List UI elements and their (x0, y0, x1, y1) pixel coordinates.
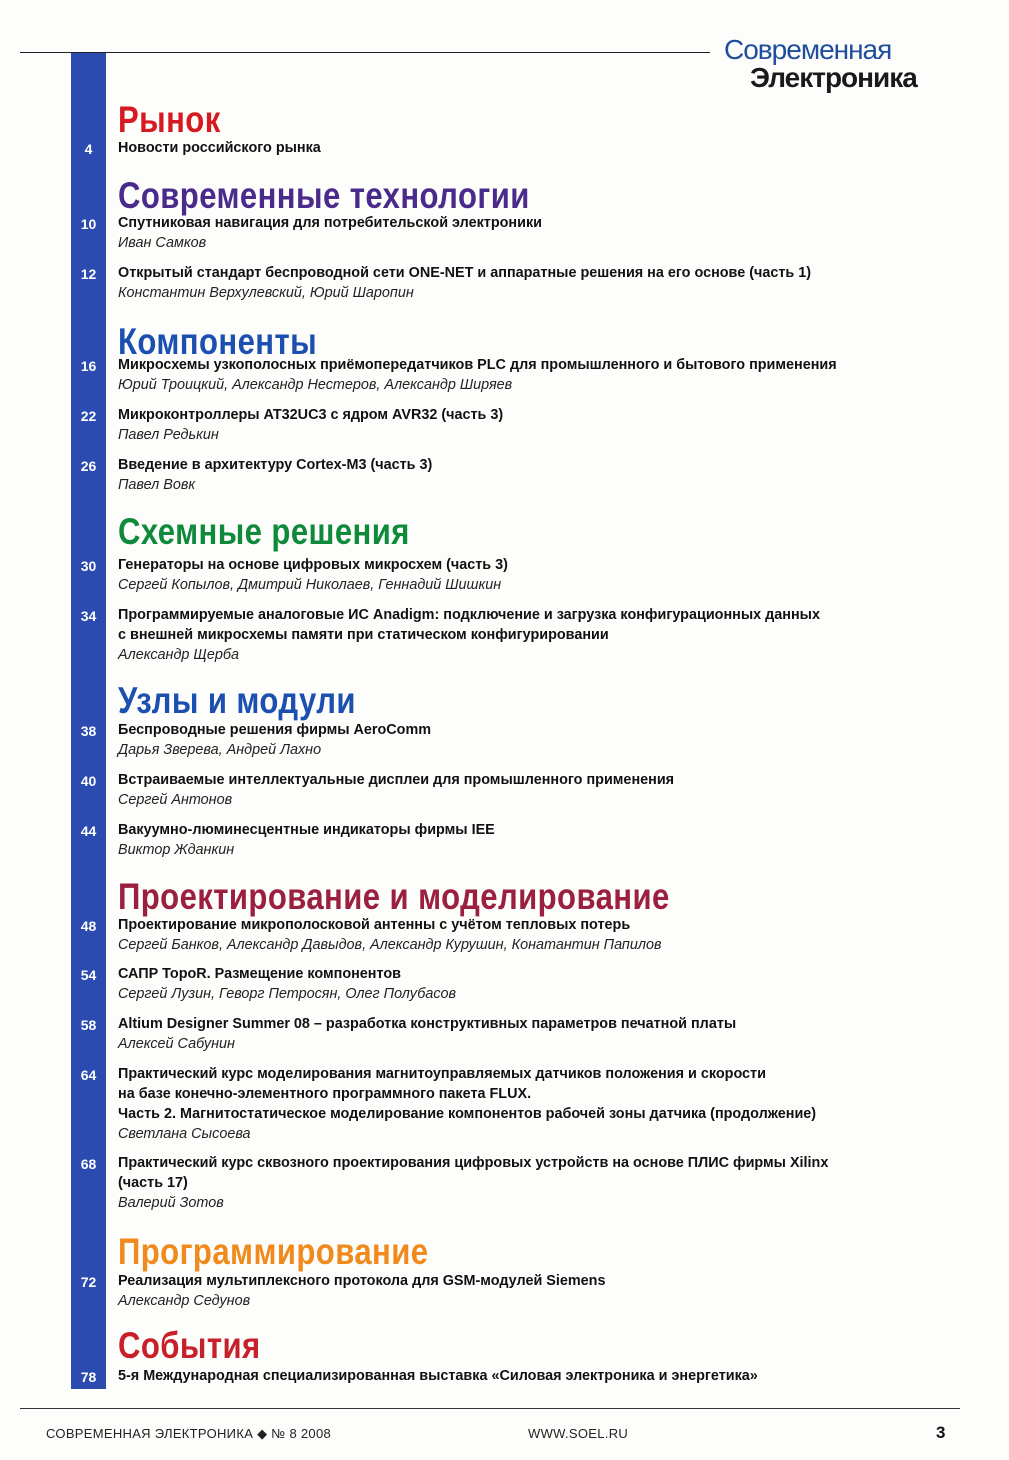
entry-title: Altium Designer Summer 08 – разработка конструктивных параметров печатной платы (118, 1016, 737, 1032)
entry-author: Сергей Копылов, Дмитрий Николаев, Геннадий Шишкин (118, 577, 502, 593)
logo-line-2: Электроника (750, 62, 917, 93)
entry-title: Новости российского рынка (118, 140, 321, 156)
entry-page-number: 54 (80, 967, 97, 983)
entry-page-number: 34 (80, 608, 97, 624)
entry-author: Виктор Жданкин (118, 842, 235, 858)
entry-page-number: 40 (80, 773, 97, 789)
entry-author: Светлана Сысоева (118, 1126, 251, 1142)
entry-page-number: 10 (80, 216, 97, 232)
entry-title: с внешней микросхемы памяти при статическом конфигурировании (118, 627, 609, 643)
magazine-logo (724, 36, 954, 92)
entry-title: Проектирование микрополосковой антенны с учётом тепловых потерь (118, 917, 631, 933)
entry-title: (часть 17) (118, 1175, 188, 1191)
toc-entry[interactable] (118, 770, 948, 810)
entry-author: Константин Верхулевский, Юрий Шаропин (118, 285, 414, 301)
entry-title: Программируемые аналоговые ИС Anadigm: подключение и загрузка конфигурационных данных (118, 607, 820, 623)
entry-title: Часть 2. Магнитостатическое моделирование компонентов рабочей зоны датчика (продолжение) (118, 1106, 817, 1122)
entry-title: Беспроводные решения фирмы AeroComm (118, 722, 432, 738)
entry-author: Павел Редькин (118, 427, 219, 443)
footer-website: WWW.SOEL.RU (528, 1426, 629, 1441)
entry-author: Павел Вовк (118, 477, 196, 493)
entry-title: Вакуумно-люминесцентные индикаторы фирмы IEE (118, 822, 495, 838)
toc-entry[interactable] (118, 605, 948, 665)
entry-title: Микроконтроллеры AT32UC3 с ядром AVR32 (часть 3) (118, 407, 504, 423)
toc-entry[interactable] (118, 720, 948, 760)
entry-author: Сергей Антонов (118, 792, 233, 808)
footer-magazine-issue: СОВРЕМЕННАЯ ЭЛЕКТРОНИКА ◆ № 8 2008 (46, 1426, 332, 1441)
entry-title: Реализация мультиплексного протокола для GSM-модулей Siemens (118, 1273, 606, 1289)
toc-entry[interactable] (118, 1014, 948, 1054)
section-title: Проектирование и моделирование (118, 876, 670, 917)
entry-title: Практический курс сквозного проектирования цифровых устройств на основе ПЛИС фирмы Xilinx (118, 1155, 829, 1171)
entry-author: Валерий Зотов (118, 1195, 224, 1211)
section-title: Компоненты (118, 321, 318, 362)
section-title: Схемные решения (118, 511, 410, 552)
toc-entry[interactable] (118, 213, 948, 253)
section-title: События (118, 1325, 261, 1366)
toc-entry[interactable] (118, 1153, 948, 1213)
entry-title: Генераторы на основе цифровых микросхем (часть 3) (118, 557, 508, 573)
entry-page-number: 78 (80, 1369, 97, 1385)
entry-title: Введение в архитектуру Cortex-M3 (часть 3) (118, 457, 433, 473)
entry-author: Александр Щерба (118, 647, 239, 663)
toc-entry[interactable] (118, 555, 948, 595)
toc-entry[interactable] (118, 915, 948, 955)
toc-entry[interactable] (118, 1064, 948, 1144)
entry-page-number: 16 (80, 358, 97, 374)
section-title: Современные технологии (118, 175, 530, 216)
entry-title: Микросхемы узкополосных приёмопередатчиков PLC для промышленного и бытового применения (118, 357, 837, 373)
toc-entry[interactable] (118, 820, 948, 860)
toc-entry[interactable] (118, 964, 948, 1004)
toc-entry[interactable] (118, 355, 948, 395)
entry-page-number: 30 (80, 558, 97, 574)
entry-page-number: 4 (84, 141, 93, 157)
entry-title: Практический курс моделирования магнитоуправляемых датчиков положения и скорости (118, 1066, 766, 1082)
entry-author: Юрий Троицкий, Александр Нестеров, Александр Ширяев (118, 377, 513, 393)
entry-title: Встраиваемые интеллектуальные дисплеи для промышленного применения (118, 772, 675, 788)
entry-page-number: 22 (80, 408, 97, 424)
entry-author: Сергей Лузин, Геворг Петросян, Олег Полубасов (118, 986, 457, 1002)
entry-author: Иван Самков (118, 235, 207, 251)
entry-title: на базе конечно-элементного программного пакета FLUX. (118, 1086, 532, 1102)
toc-entry[interactable] (118, 1271, 948, 1311)
entry-page-number: 44 (80, 823, 97, 839)
entry-title: 5-я Международная специализированная выставка «Силовая электроника и энергетика» (118, 1368, 758, 1384)
section-title: Программирование (118, 1231, 429, 1272)
toc-entry[interactable] (118, 405, 948, 445)
entry-page-number: 12 (80, 266, 97, 282)
toc-entry[interactable] (118, 455, 948, 495)
entry-title: Открытый стандарт беспроводной сети ONE-NET и аппаратные решения на его основе (часть 1) (118, 265, 812, 281)
footer-page-number: 3 (936, 1423, 946, 1442)
entry-page-number: 72 (80, 1274, 97, 1290)
entry-title: Спутниковая навигация для потребительской электроники (118, 215, 543, 231)
toc-entry[interactable] (118, 138, 948, 158)
entry-page-number: 38 (80, 723, 97, 739)
entry-page-number: 58 (80, 1017, 97, 1033)
entry-author: Дарья Зверева, Андрей Лахно (118, 742, 322, 758)
entry-page-number: 48 (80, 918, 97, 934)
logo-line-1: Современная (724, 34, 892, 65)
entry-author: Сергей Банков, Александр Давыдов, Александр Курушин, Конатантин Папилов (118, 937, 662, 953)
entry-title: САПР TopoR. Размещение компонентов (118, 966, 401, 982)
entry-author: Александр Седунов (118, 1293, 251, 1309)
section-title: Узлы и модули (118, 680, 356, 721)
entry-page-number: 26 (80, 458, 97, 474)
footer-rule (20, 1408, 960, 1409)
entry-author: Алексей Сабунин (118, 1036, 235, 1052)
toc-entry[interactable] (118, 263, 948, 303)
section-title: Рынок (118, 99, 221, 140)
toc-entry[interactable] (118, 1366, 948, 1386)
header-rule (20, 52, 710, 53)
entry-page-number: 64 (80, 1067, 97, 1083)
entry-page-number: 68 (80, 1156, 97, 1172)
